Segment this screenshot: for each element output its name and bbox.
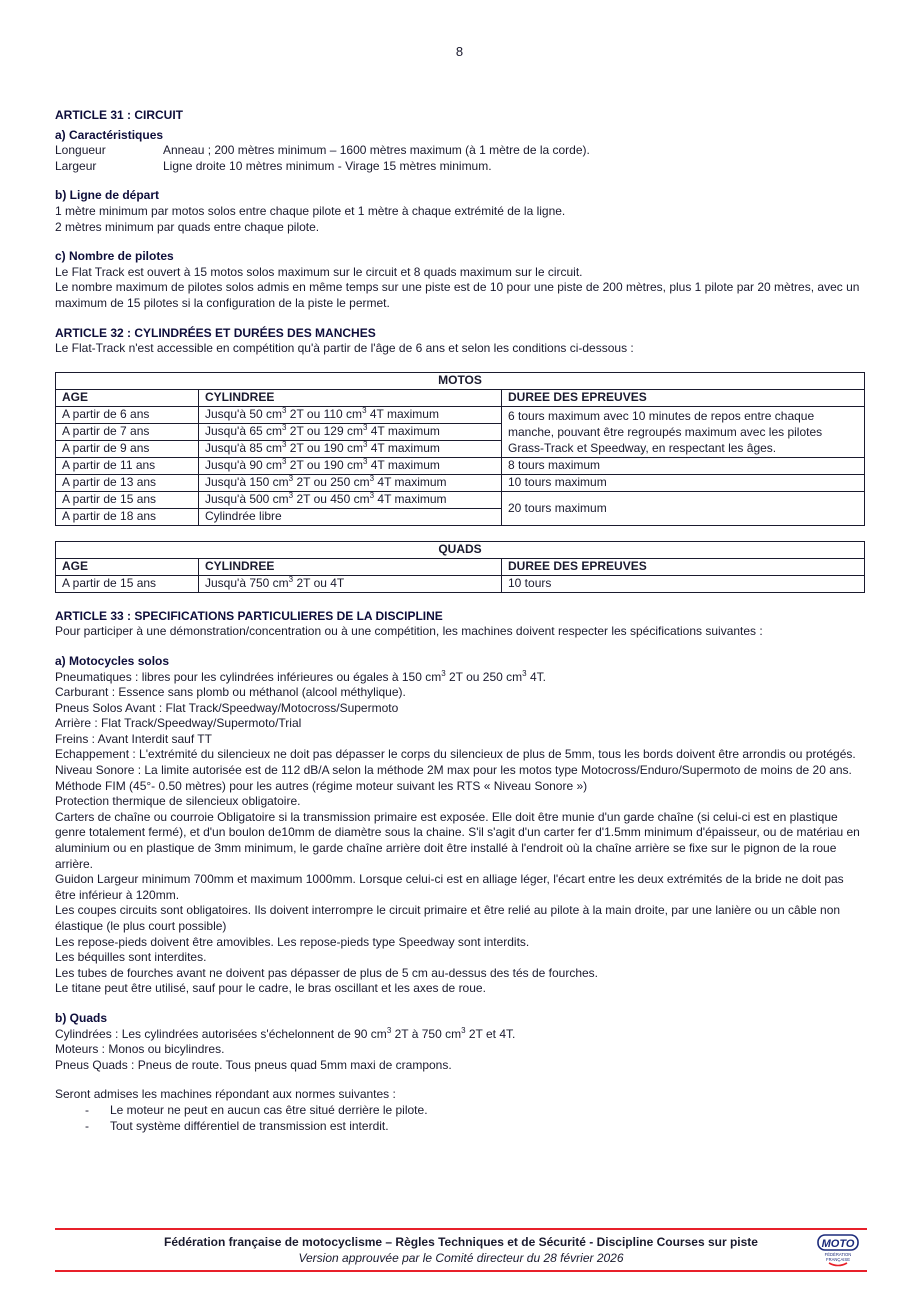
spec-line: Les coupes circuits sont obligatoires. Ils doivent interrompre le circuit primaire et être relié au pilote à la main droite, par une lanière ou un câble non élastique (le plus court possible) [55,903,841,933]
spec-line: Carburant : Essence sans plomb ou méthanol (alcool méthylique). [55,685,406,700]
footer [55,1234,867,1266]
ligne-depart-text: 1 mètre minimum par motos solos entre chaque pilote et 1 mètre à chaque extrémité de la ligne. [55,203,566,218]
table-cell: Jusqu'à 50 $cm^3$ 2T ou 110 $cm^3$ 4T maximum [199,406,502,423]
table-cell: 8 tours maximum [502,457,865,474]
table-cell: A partir de 15 ans [56,491,199,508]
spec-line: Echappement : L'extrémité du silencieux ne doit pas dépasser le corps du silencieux de plus de 5mm, tous les bords doivent être arrondis ou protégés. [55,747,856,762]
pneus-quads-text: Pneus Quads : Pneus de route. Tous pneus quad 5mm maxi de crampons. [55,1057,452,1072]
spec-line: Les béquilles sont interdites. [55,950,207,965]
spec-line: Les repose-pieds doivent être amovibles. Les repose-pieds type Speedway sont interdits. [55,934,530,949]
nombre-pilotes-text: Le nombre maximum de pilotes solos admis en même temps sur une piste est de 10 pour une piste de 200 mètres, plus 1 pilote par 20 mètres, avec un maximum de 15 pilotes si la configuration de la piste le permet. [55,280,860,310]
table-row [56,406,865,423]
ffm-moto-logo-icon [815,1232,861,1268]
article-31-b-title: b) Ligne de départ [55,188,160,203]
table-cell: A partir de 11 ans [56,457,199,474]
table-row [56,474,865,491]
page-number: 8 [455,44,464,59]
logo-sub-text: FÉDÉRATION [824,1252,852,1257]
article-33-title: ARTICLE 33 : SPECIFICATIONS PARTICULIERES DE LA DISCIPLINE [55,608,443,623]
largeur-label: Largeur [55,158,97,173]
table-cell: 20 tours maximum [502,491,865,525]
quads-table [55,541,865,593]
longueur-value: Anneau ; 200 mètres minimum – 1600 mètres maximum (à 1 mètre de la corde). [163,143,590,158]
spec-line: Protection thermique de silencieux obligatoire. [55,794,301,809]
motos-table-title: MOTOS [56,372,865,389]
footer-title: Fédération française de motocyclisme – Règles Techniques et de Sécurité - Discipline Courses sur piste [164,1235,758,1249]
longueur-label: Longueur [55,143,106,158]
table-cell: Jusqu'à 150 $cm^3$ 2T ou 250 $cm^3$ 4T maximum [199,474,502,491]
table-cell: A partir de 9 ans [56,440,199,457]
article-31-c-title: c) Nombre de pilotes [55,249,174,264]
footer-version: Version approuvée par le Comité directeur du 28 février 2026 [298,1251,624,1265]
cylindrees-quads-text: Cylindrées : Les cylindrées autorisées s'échelonnent de 90 $cm^3$ 2T à 750 $cm^3$ 2T et 4T. [55,1025,516,1041]
moteurs-text: Moteurs : Monos ou bicylindres. [55,1042,225,1057]
article-33-b-title: b) Quads [55,1010,108,1025]
page-content [55,108,865,1134]
largeur-value: Ligne droite 10 mètres minimum - Virage 15 mètres minimum. [163,158,492,173]
list-item [55,1103,865,1119]
largeur-row [55,159,865,175]
article-31-a-title: a) Caractéristiques [55,127,164,142]
table-cell: 10 tours maximum [502,474,865,491]
pneumatiques-text: Pneumatiques : libres pour les cylindrées inférieures ou égales à 150 $cm^3$ 2T ou 250 $cm^3$ 4T. [55,668,546,684]
longueur-row [55,143,865,159]
quads-table-title: QUADS [56,541,865,558]
table-cell: Jusqu'à 750 $cm^3$ 2T ou 4T [199,575,502,592]
footer-bottom-rule [55,1270,867,1272]
spec-line: Pneus Solos Avant : Flat Track/Speedway/Motocross/Supermoto [55,700,399,715]
spec-line: Carters de chaîne ou courroie Obligatoire si la transmission primaire est exposée. Elle doit être munie d'un garde chaîne (si celui-ci est en plastique genre totalement fermé), et d'un boulon de10mm de diamètre sous la chaine. S'il s'agit d'un carter fer d'1.5mm minimum d'épaisseur, ou de matériau en aluminium ou en plastique de 3mm minimum, le garde chaîne arrière doit être installé à l'endroit où la chaîne arrière se fixe sur le pignon de la roue arrière. [55,809,860,871]
footer-top-rule [55,1228,867,1230]
spec-line: Guidon Largeur minimum 700mm et maximum 1000mm. Lorsque celui-ci est en alliage léger, l'écart entre les deux extrémités de la bride ne doit pas être inférieur à 120mm. [55,872,844,902]
table-cell: A partir de 13 ans [56,474,199,491]
motos-table [55,372,865,526]
spec-line: Freins : Avant Interdit sauf TT [55,731,212,746]
table-row [56,457,865,474]
article-31-title: ARTICLE 31 : CIRCUIT [55,108,184,122]
table-cell: A partir de 7 ans [56,423,199,440]
list-dash: - [85,1118,89,1133]
list-item-text: Tout système différentiel de transmission est interdit. [110,1118,389,1133]
table-cell: Jusqu'à 90 $cm^3$ 2T ou 190 $cm^3$ 4T maximum [199,457,502,474]
logo-swoosh [829,1263,847,1266]
table-header: AGE [56,389,199,406]
table-cell: A partir de 18 ans [56,508,199,525]
table-header: CYLINDREE [199,558,502,575]
table-header: AGE [56,558,199,575]
table-cell: 10 tours [502,575,865,592]
spec-line: Le titane peut être utilisé, sauf pour le cadre, le bras oscillant et les axes de roue. [55,981,486,996]
list-item-text: Le moteur ne peut en aucun cas être situé derrière le pilote. [110,1102,428,1117]
article-32-intro: Le Flat-Track n'est accessible en compétition qu'à partir de l'âge de 6 ans et selon les conditions ci-dessous : [55,341,634,356]
table-cell: A partir de 15 ans [56,575,199,592]
table-row [56,575,865,592]
table-header: DUREE DES EPREUVES [502,389,865,406]
article-32-title: ARTICLE 32 : CYLINDRÉES ET DURÉES DES MANCHES [55,325,376,340]
spec-line: Niveau Sonore : La limite autorisée est de 112 dB/A selon la méthode 2M max pour les motos type Motocross/Enduro/Supermoto de moins de 20 ans. Méthode FIM (45°- 0.50 mètres) pour les autres (régime moteur suivant les RTS « Niveau Sonore ») [55,763,852,793]
article-33-a-title: a) Motocycles solos [55,653,170,668]
table-header: DUREE DES EPREUVES [502,558,865,575]
table-cell: A partir de 6 ans [56,406,199,423]
admises-intro: Seront admises les machines répondant aux normes suivantes : [55,1087,396,1102]
list-dash: - [85,1102,89,1117]
article-33-intro: Pour participer à une démonstration/concentration ou à une compétition, les machines doivent respecter les spécifications suivantes : [55,624,763,639]
admises-list [55,1103,865,1134]
table-cell: 6 tours maximum avec 10 minutes de repos entre chaque manche, pouvant être regroupés maximum avec les pilotes Grass-Track et Speedway, en respectant les âges. [502,406,865,457]
table-cell: Jusqu'à 500 $cm^3$ 2T ou 450 $cm^3$ 4T maximum [199,491,502,508]
table-cell: Jusqu'à 65 $cm^3$ 2T ou 129 $cm^3$ 4T maximum [199,423,502,440]
logo-sub-text: FRANÇAISE [826,1257,850,1262]
list-item [55,1119,865,1135]
ligne-depart-text: 2 mètres minimum par quads entre chaque pilote. [55,219,320,234]
table-cell: Cylindrée libre [199,508,502,525]
spec-line: Les tubes de fourches avant ne doivent pas dépasser de plus de 5 cm au-dessus des tés de fourches. [55,965,599,980]
table-cell: Jusqu'à 85 $cm^3$ 2T ou 190 $cm^3$ 4T maximum [199,440,502,457]
logo-text: MOTO [821,1238,855,1250]
table-header: CYLINDREE [199,389,502,406]
nombre-pilotes-text: Le Flat Track est ouvert à 15 motos solos maximum sur le circuit et 8 quads maximum sur le circuit. [55,264,583,279]
table-row [56,491,865,508]
spec-line: Arrière : Flat Track/Speedway/Supermoto/Trial [55,716,302,731]
